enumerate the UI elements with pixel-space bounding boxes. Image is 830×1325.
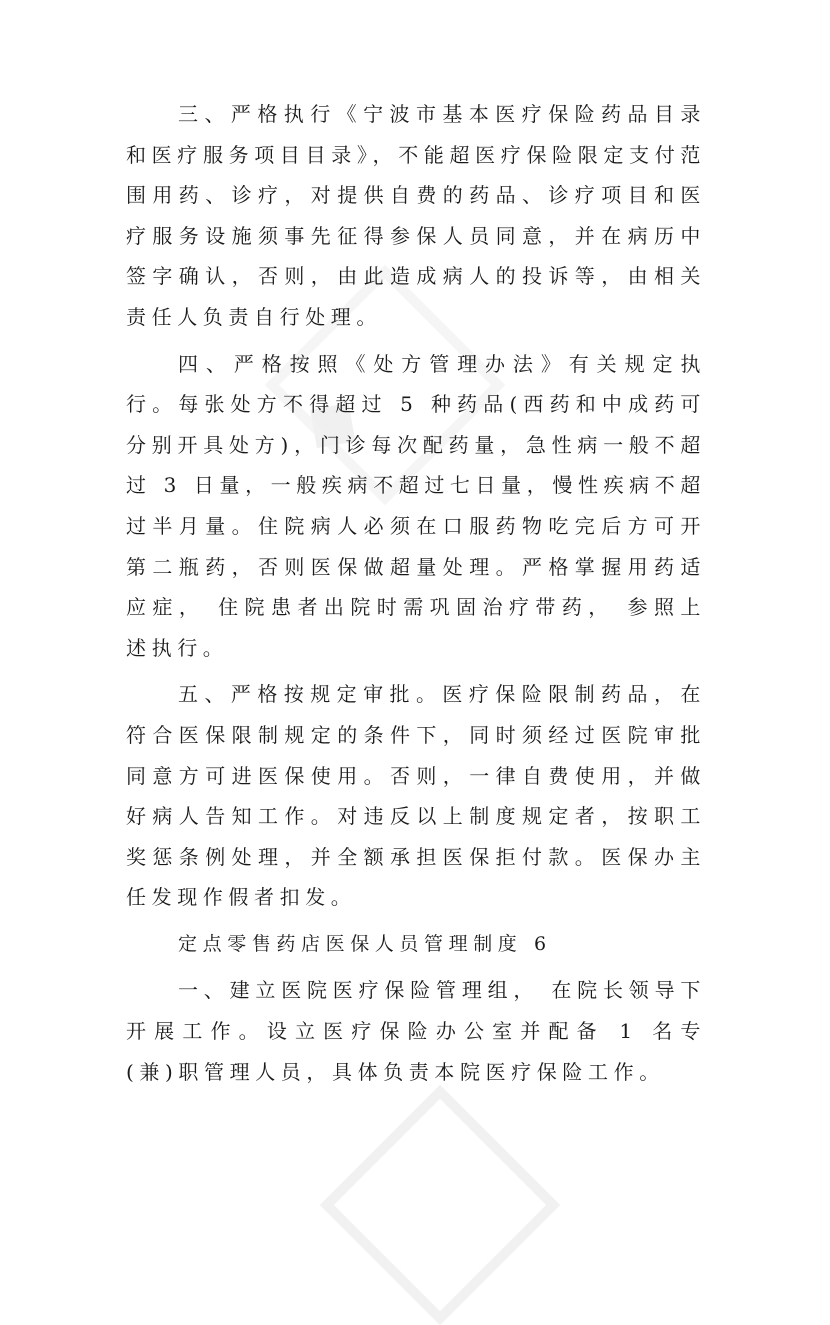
paragraph-section-4: 四、严格按照《处方管理办法》有关规定执行。每张处方不得超过 5 种药品(西药和中成药可分别开具处方)，门诊每次配药量，急性病一般不超过 3 日量，一般疾病不超过七日量，慢性疾病不超过半月量。住院病人必须在口服药物吃完后方可开第二瓶药，否则医保做超量处理。严格掌握用药适应症， 住院患者出院时需巩固治疗带药， 参照上述执行。: [126, 351, 706, 660]
document-body: [126, 94, 706, 1092]
paragraph-section-3: 三、严格执行《宁波市基本医疗保险药品目录和医疗服务项目目录》，不能超医疗保险限定支付范围用药、诊疗，对提供自费的药品、诊疗项目和医疗服务设施须事先征得参保人员同意，并在病历中签字确认，否则，由此造成病人的投诉等，由相关责任人负责自行处理。: [126, 102, 706, 329]
section-heading: 定点零售药店医保人员管理制度 6: [178, 932, 552, 955]
paragraph-section-5: 五、严格按规定审批。医疗保险限制药品，在符合医保限制规定的条件下，同时须经过医院审批同意方可进医保使用。否则，一律自费使用，并做好病人告知工作。对违反以上制度规定者，按职工奖惩条例处理，并全额承担医保拒付款。医保办主任发现作假者扣发。: [126, 682, 706, 910]
watermark-text: ◆: [277, 375, 378, 469]
watermark-logo-bottom: [320, 1085, 560, 1325]
paragraph-section-1: 一、建立医院医疗保险管理组， 在院长领导下开展工作。设立医疗保险办公室并配备 1 名专(兼)职管理人员，具体负责本院医疗保险工作。: [126, 978, 706, 1084]
